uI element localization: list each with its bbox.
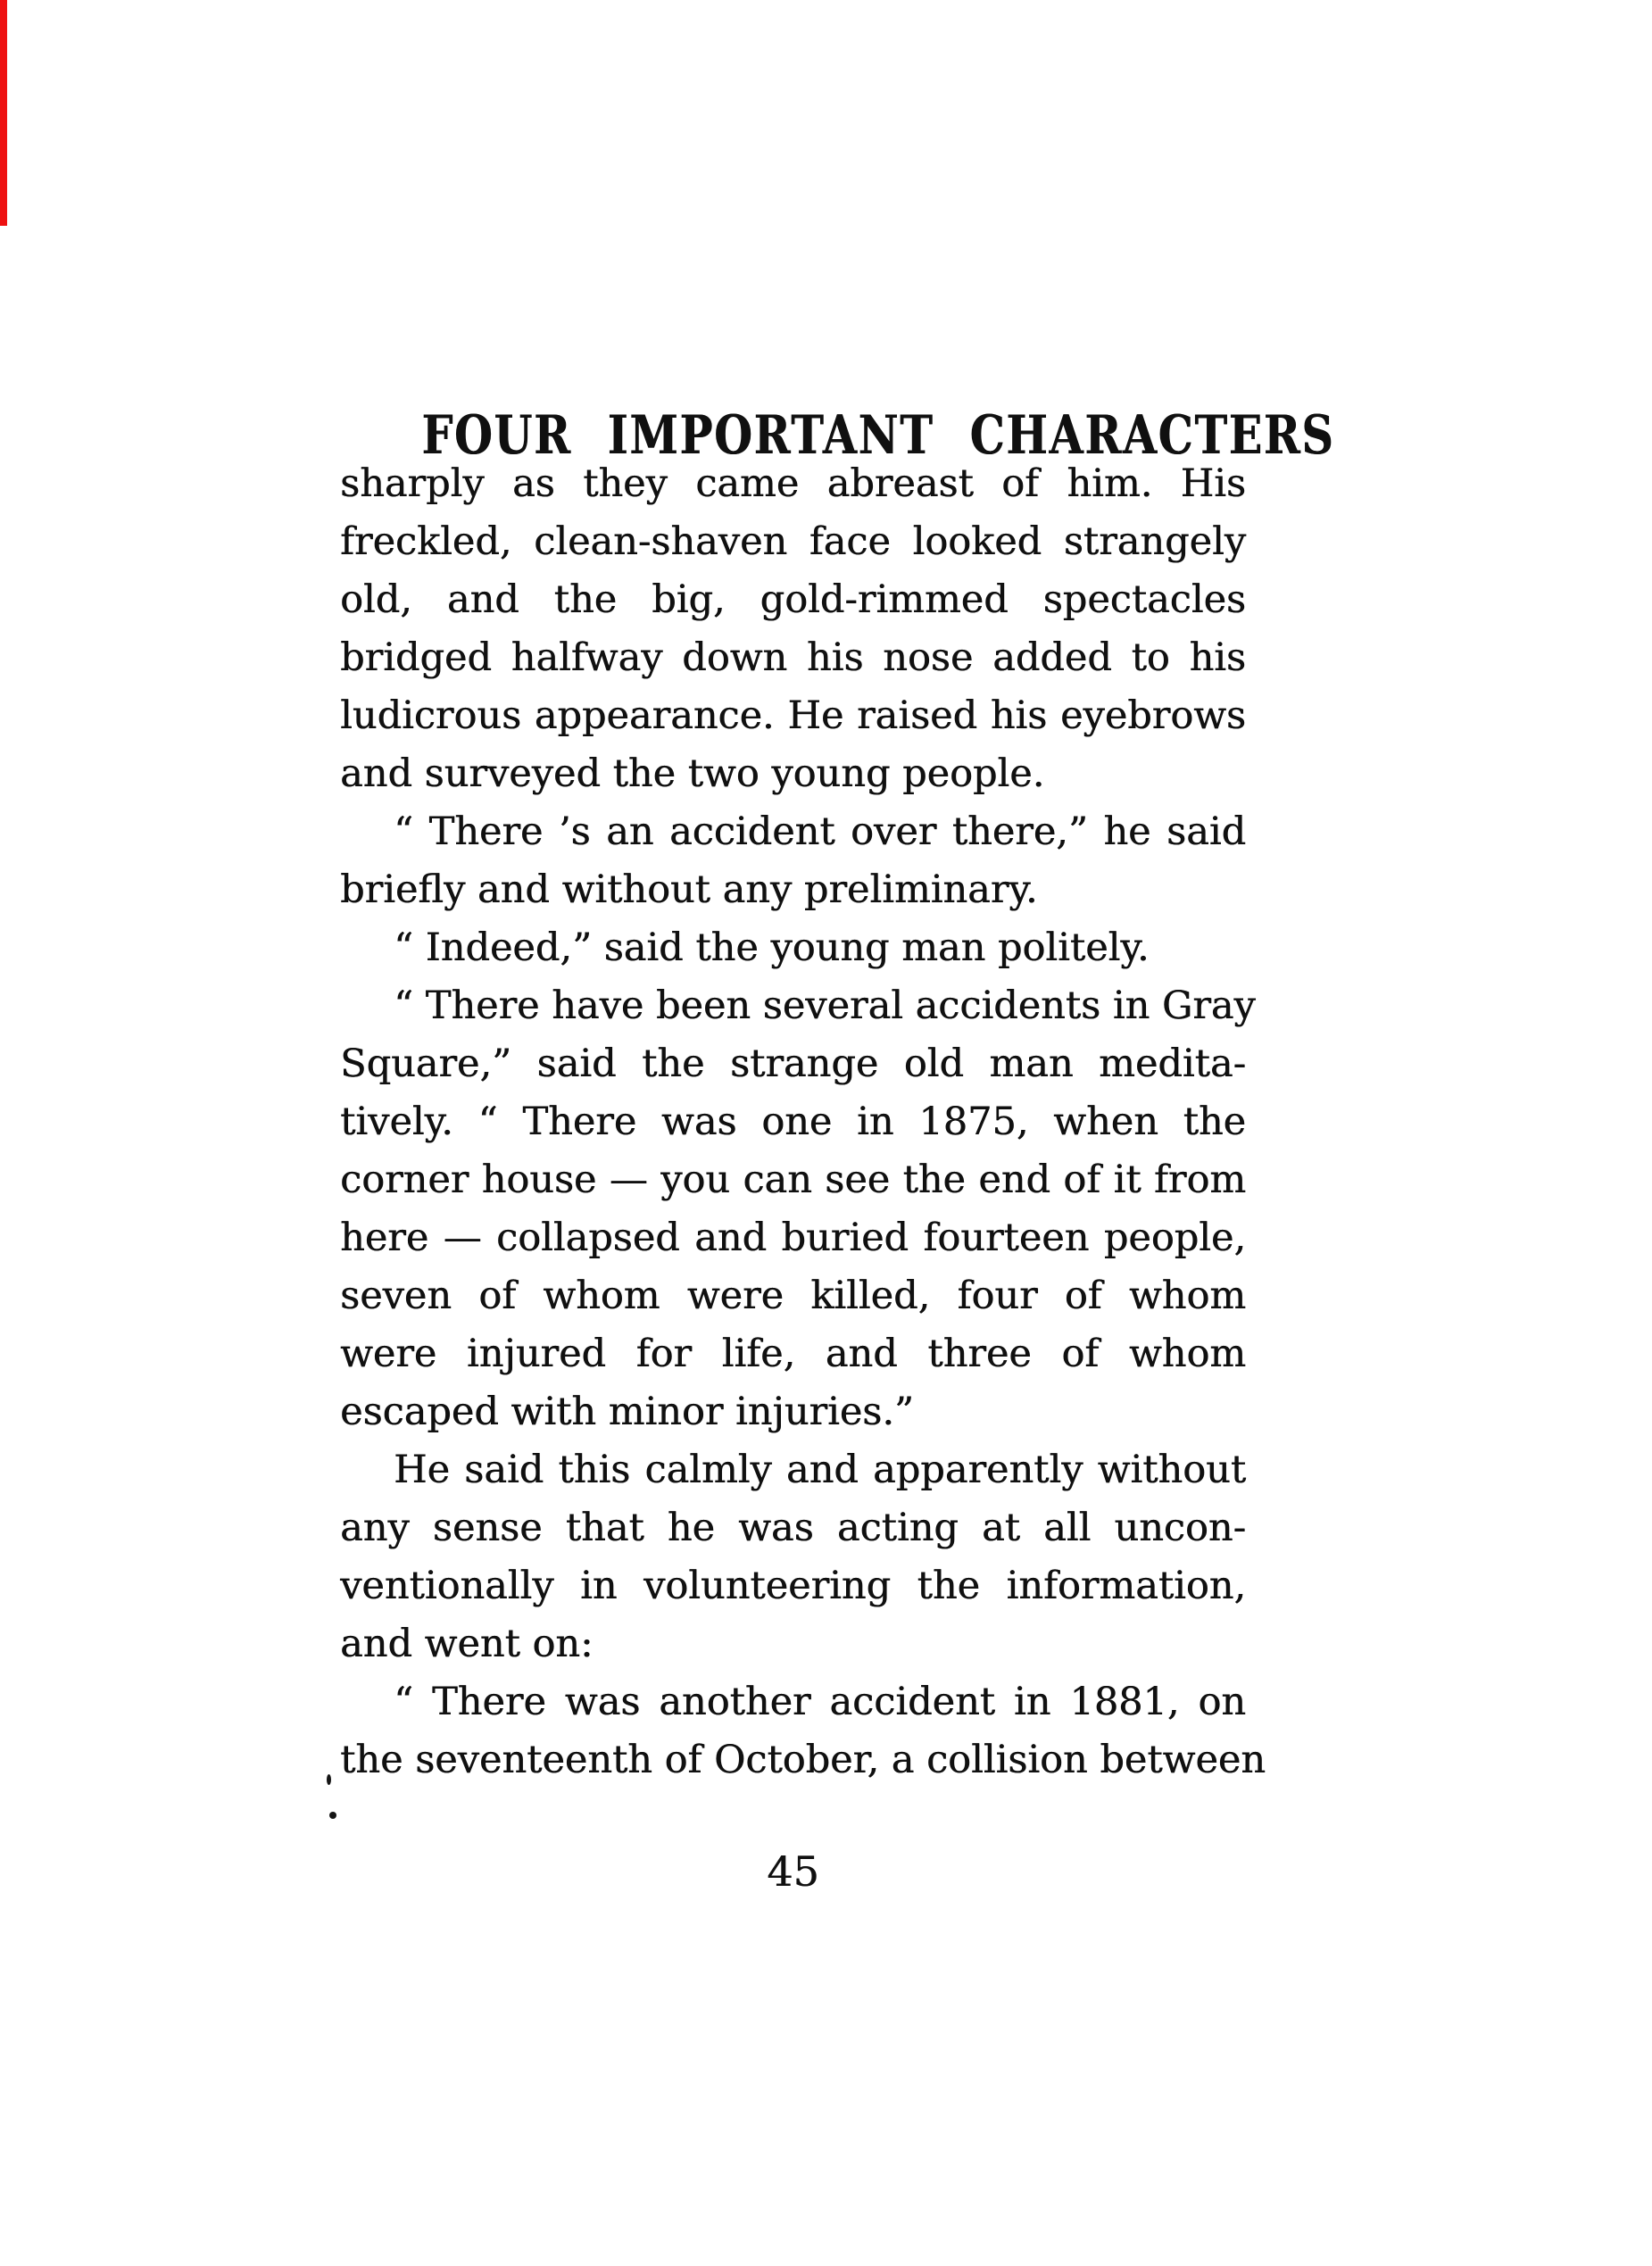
text-line: the seventeenth of October, a collision between	[340, 1738, 1266, 1782]
text-line: any sense that he was acting at all uncon-	[340, 1506, 1246, 1550]
text-line: were injured for life, and three of whom	[340, 1332, 1246, 1376]
text-line: “ There was another accident in 1881, on	[394, 1680, 1246, 1724]
text-line: ventionally in volunteering the information,	[340, 1564, 1246, 1608]
text-line: old, and the big, gold-rimmed spectacles	[340, 577, 1246, 622]
text-line: here — collapsed and buried fourteen people,	[340, 1216, 1246, 1260]
text-line: tively. “ There was one in 1875, when the	[340, 1100, 1246, 1144]
text-line: freckled, clean-shaven face looked strangely	[340, 519, 1246, 564]
ink-speck	[329, 1812, 336, 1819]
text-line: and went on:	[340, 1622, 594, 1666]
text-line: “ There have been several accidents in Gray	[394, 984, 1256, 1028]
scan-edge-mark	[0, 0, 7, 226]
text-line: and surveyed the two young people.	[340, 751, 1045, 796]
text-line: sharply as they came abreast of him. His	[340, 461, 1246, 506]
page-title: FOUR IMPORTANT CHARACTERS	[421, 404, 1335, 468]
text-line: briefly and without any preliminary.	[340, 867, 1038, 912]
text-line: ludicrous appearance. He raised his eyebrows	[340, 693, 1246, 738]
text-line: bridged halfway down his nose added to his	[340, 635, 1246, 680]
ink-speck	[327, 1774, 331, 1785]
text-line: escaped with minor injuries.”	[340, 1390, 914, 1434]
text-line: “ There ’s an accident over there,” he said	[394, 809, 1246, 854]
body-text	[340, 455, 1266, 1789]
text-line: corner house — you can see the end of it from	[340, 1158, 1246, 1202]
text-line: Square,” said the strange old man medita-	[340, 1042, 1246, 1086]
text-line: “ Indeed,” said the young man politely.	[394, 925, 1150, 970]
page-number: 45	[767, 1847, 819, 1896]
text-line: He said this calmly and apparently without	[394, 1448, 1246, 1492]
text-line: seven of whom were killed, four of whom	[340, 1274, 1246, 1318]
